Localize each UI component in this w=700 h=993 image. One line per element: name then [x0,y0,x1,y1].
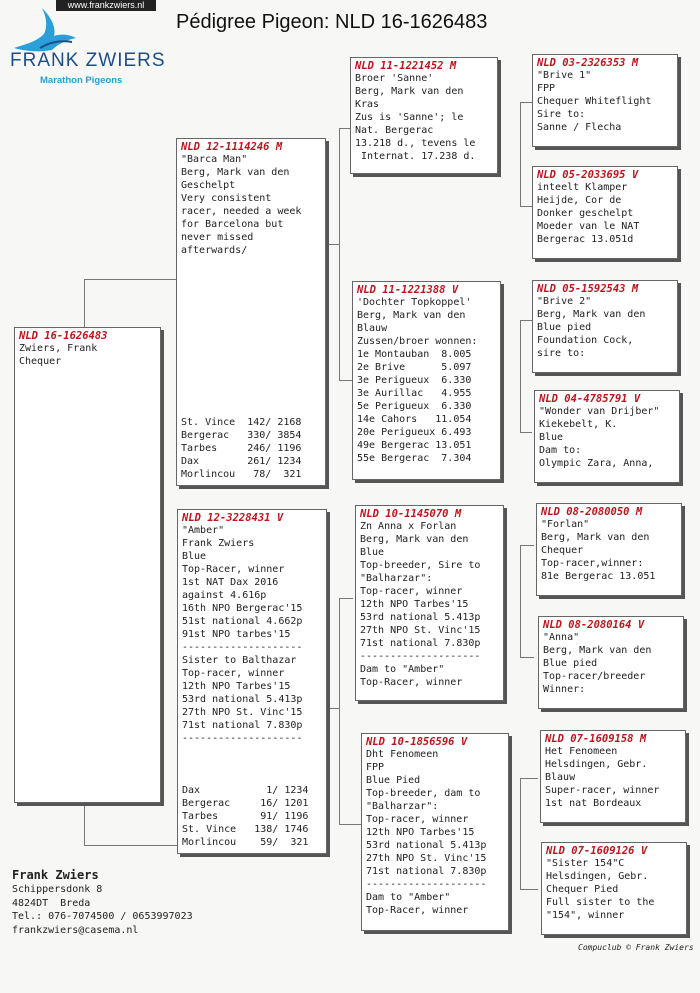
ring-number: NLD 10-1856596 V [366,736,468,748]
card-line: "Balharzar": [360,573,433,584]
card-line: Zn Anna x Forlan [360,521,457,532]
card-line: -------------------- [182,642,303,653]
connector-line [84,845,178,846]
pigeon-card-dsd[interactable] [538,616,684,709]
connector-line [84,279,176,280]
card-line: Broer 'Sanne' [355,73,434,84]
connector-line [520,657,534,658]
card-line: "Sister 154"C [546,858,625,869]
card-line: 55e Bergerac 7.304 [357,453,472,464]
pigeon-card-dam-dam[interactable] [361,733,509,931]
connector-line [84,800,85,846]
card-line: 51st national 4.662p [182,616,303,627]
card-line: Full sister to the [546,897,655,908]
pigeon-card-dam[interactable] [177,509,327,854]
result-line: Dax 261/ 1234 [181,456,302,467]
card-line: Bergerac 13.051d [537,234,634,245]
card-line: "154", winner [546,910,625,921]
card-line: Dam to: [539,445,582,456]
card-line: Top-breeder, Sire to [360,560,481,571]
card-line: Zwiers, Frank [19,343,98,354]
result-line: St. Vince 138/ 1746 [182,824,309,835]
card-line: "Anna" [543,632,580,643]
ring-number: NLD 08-2080164 V [543,619,645,631]
connector-line [520,102,521,206]
connector-line [520,545,534,546]
card-line: Blue pied [537,322,592,333]
card-line: Super-racer, winner [545,785,660,796]
ring-number: NLD 11-1221452 M [355,60,457,72]
card-line: 27th NPO St. Vinc'15 [182,707,303,718]
card-line: 5e Perigueux 6.330 [357,401,472,412]
card-line: never missed [181,232,254,243]
connector-line [520,778,521,889]
ring-number: NLD 08-2080050 M [541,506,643,518]
card-line: Berg, Mark van den [360,534,469,545]
result-line: Tarbes 246/ 1196 [181,443,302,454]
card-line: 13.218 d., tevens le [355,138,476,149]
card-line: "Barca Man" [181,154,248,165]
card-line: for Barcelona but [181,219,284,230]
connector-line [339,380,352,381]
logo-subtitle: Marathon Pigeons [40,75,123,86]
card-line: Dht Fenomeen [366,749,439,760]
pigeon-card-dam-sire[interactable] [355,505,504,701]
card-line: 53rd national 5.413p [360,612,481,623]
card-line: 91st NPO tarbes'15 [182,629,291,640]
card-line: Kiekebelt, K. [539,419,618,430]
result-line: Morlincou 59/ 321 [182,837,309,848]
card-line: Sanne / Flecha [537,122,622,133]
card-line: -------------------- [182,733,303,744]
card-line: "Brive 1" [537,70,592,81]
race-results [182,784,308,849]
card-line: Blue [539,432,564,443]
card-line: Zus is 'Sanne'; le [355,112,464,123]
pigeon-card-sdd[interactable] [534,390,680,483]
card-line: Very consistent [181,193,272,204]
result-line: Morlincou 78/ 321 [181,469,302,480]
card-line: Top-racer, winner [360,586,463,597]
card-line: Top-Racer, winner [366,905,469,916]
card-line: 12th NPO Tarbes'15 [360,599,469,610]
card-line: Chequer [19,356,62,367]
card-line: Top-Racer, winner [182,564,285,575]
card-line: Zussen/broer wonnen: [357,336,478,347]
address-street: Schippersdonk 8 [12,884,103,895]
card-line: Donker geschelpt [537,208,634,219]
pigeon-card-sire-sire[interactable] [350,57,498,174]
card-line: 53rd national 5.413p [182,694,303,705]
ring-number: NLD 05-2033695 V [537,169,639,181]
card-line: 3e Perigueux 6.330 [357,375,472,386]
card-line: Chequer Pied [546,884,619,895]
card-line: Top-racer, winner [182,668,285,679]
card-line: 1st nat Bordeaux [545,798,642,809]
connector-line [339,824,363,825]
card-line: Sister to Balthazar [182,655,297,666]
card-line: Berg, Mark van den [181,167,290,178]
card-line: 71st national 7.830p [360,638,481,649]
card-line: Berg, Mark van den [357,310,466,321]
pigeon-card-dss[interactable] [536,503,682,596]
email-link[interactable]: frankzwiers@casema.nl [12,924,139,936]
card-line: 12th NPO Tarbes'15 [366,827,475,838]
ring-number: NLD 12-1114246 M [181,141,283,153]
connector-line [339,598,353,599]
card-line: Chequer Whiteflight [537,96,652,107]
connector-line [339,128,340,244]
ring-number: NLD 03-2326353 M [537,57,639,69]
card-line: Helsdingen, Gebr. [545,759,648,770]
card-line: Dam to "Amber" [366,892,451,903]
connector-line [520,320,521,432]
card-line: "Forlan" [541,519,590,530]
card-line: 27th NPO St. Vinc'15 [360,625,481,636]
pigeon-card-subject[interactable] [14,327,161,803]
pigeon-card-sire-dam[interactable] [352,281,501,480]
connector-line [520,320,532,321]
ring-number: NLD 07-1609158 M [545,733,647,745]
pigeon-card-sire[interactable] [176,138,326,486]
ring-number: NLD 11-1221388 V [357,284,459,296]
card-line: 3e Aurillac 4.955 [357,388,472,399]
card-line: against 4.616p [182,590,267,601]
website-url[interactable]: www.frankzwiers.nl [56,0,156,11]
connector-line [339,598,340,708]
pigeon-card-ddd[interactable] [541,842,687,935]
card-line: racer, needed a week [181,206,302,217]
card-line: Berg, Mark van den [355,86,464,97]
result-line: Bergerac 330/ 3854 [181,430,302,441]
card-line: Foundation Cock, [537,335,634,346]
connector-line [84,279,85,329]
card-line: Blauw [357,323,388,334]
connector-line [520,545,521,657]
ring-number: NLD 07-1609126 V [546,845,648,857]
connector-line [339,708,340,824]
card-line: 12th NPO Tarbes'15 [182,681,291,692]
connector-line [520,889,538,890]
card-line: "Brive 2" [537,296,592,307]
ring-number: NLD 16-1626483 [19,330,108,342]
phone-numbers: Tel.: 076-7074500 / 0653997023 [12,911,193,922]
card-line: Blauw [545,772,576,783]
card-line: Top-breeder, dam to [366,788,481,799]
card-line: 27th NPO St. Vinc'15 [366,853,487,864]
card-line: Heijde, Cor de [537,195,622,206]
pigeon-icon [12,4,82,56]
connector-line [339,244,340,380]
result-line: Tarbes 91/ 1196 [182,811,309,822]
card-line: -------------------- [366,879,487,890]
address-city: 4824DT Breda [12,897,91,909]
card-line: 14e Cahors 11.054 [357,414,472,425]
card-line: inteelt Klamper [537,182,628,193]
card-line: 71st national 7.830p [366,866,487,877]
card-line: "Wonder van Drijber" [539,406,660,417]
card-line: -------------------- [360,651,481,662]
card-line: "Balharzar": [366,801,439,812]
result-line: Bergerac 16/ 1201 [182,798,309,809]
card-line: 16th NPO Bergerac'15 [182,603,303,614]
contact-block [12,867,193,937]
card-line: FPP [366,762,385,773]
card-line: Internat. 17.238 d. [355,151,476,162]
card-line: Winner: [543,684,586,695]
card-line: Sire to: [537,109,586,120]
page-title: Pédigree Pigeon: NLD 16-1626483 [176,11,488,33]
card-line: Blue [360,547,385,558]
ring-number: NLD 05-1592543 M [537,283,639,295]
card-line: Frank Zwiers [182,538,255,549]
card-line: Blue Pied [366,775,421,786]
connector-line [520,206,532,207]
card-line: Blue pied [543,658,598,669]
credit-line: Compuclub © Frank Zwiers [578,943,694,952]
card-line: 'Dochter Topkoppel' [357,297,472,308]
card-line: Chequer [541,545,584,556]
owner-name: Frank Zwiers [12,868,99,882]
card-line: Blue [182,551,207,562]
card-line: Helsdingen, Gebr. [546,871,649,882]
card-line: Kras [355,99,380,110]
ring-number: NLD 04-4785791 V [539,393,641,405]
card-line: Berg, Mark van den [541,532,650,543]
card-line: 1st NAT Dax 2016 [182,577,279,588]
pigeon-card-sds[interactable] [532,280,678,373]
card-line: FPP [537,83,556,94]
card-line: 53rd national 5.413p [366,840,487,851]
card-line: Top-racer, winner [366,814,469,825]
ring-number: NLD 12-3228431 V [182,512,284,524]
card-line: 71st national 7.830p [182,720,303,731]
card-line: 2e Brive 5.097 [357,362,472,373]
card-line: Top-racer,winner: [541,558,644,569]
card-line: Top-Racer, winner [360,677,463,688]
card-line: Moeder van le NAT [537,221,640,232]
card-line: Olympic Zara, Anna, [539,458,654,469]
card-line: Het Fenomeen [545,746,618,757]
result-line: Dax 1/ 1234 [182,785,309,796]
card-line: Top-racer/breeder [543,671,646,682]
card-line: 81e Bergerac 13.051 [541,571,656,582]
card-line: 1e Montauban 8.005 [357,349,472,360]
pigeon-card-dds[interactable] [540,730,686,823]
pigeon-card-sss[interactable] [532,54,678,147]
logo-name: FRANK ZWIERS [10,50,166,71]
card-line: afterwards/ [181,245,248,256]
card-line: 49e Bergerac 13.051 [357,440,472,451]
pigeon-card-ssd[interactable] [532,166,678,259]
ring-number: NLD 10-1145070 M [360,508,462,520]
card-line: 20e Perigueux 6.493 [357,427,472,438]
race-results [181,416,301,481]
connector-line [520,778,538,779]
connector-line [520,102,532,103]
card-line: sire to: [537,348,586,359]
card-line: Dam to "Amber" [360,664,445,675]
card-line: Nat. Bergerac [355,125,434,136]
card-line: Geschelpt [181,180,236,191]
result-line: St. Vince 142/ 2168 [181,417,302,428]
card-line: "Amber" [182,525,225,536]
card-line: Berg, Mark van den [537,309,646,320]
connector-line [520,432,532,433]
card-line: Berg, Mark van den [543,645,652,656]
